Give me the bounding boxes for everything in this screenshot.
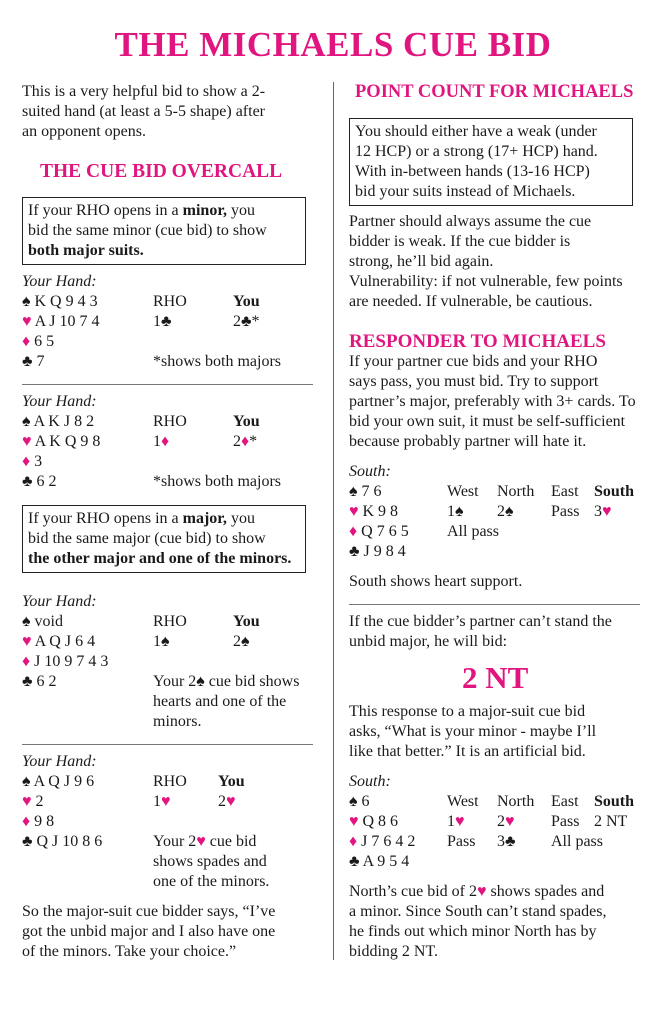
- north-bid: [497, 502, 514, 522]
- spade-icon: ♠: [22, 773, 31, 790]
- north-bid: [497, 832, 516, 852]
- major-rule-box: [22, 505, 306, 573]
- holding-text: 9 8: [34, 813, 55, 830]
- rho-header: RHO: [153, 773, 187, 790]
- east-bid: Pass: [551, 503, 580, 520]
- spade-icon: ♠: [22, 413, 31, 430]
- footnote-star: *: [251, 313, 260, 330]
- para-line: unbid major, he will bid:: [349, 633, 508, 650]
- box-text: 12 HCP) or a strong (17+ HCP) hand.: [355, 143, 598, 160]
- intro-paragraph: [22, 82, 314, 142]
- diamond-icon: ♦: [241, 433, 250, 450]
- diamond-icon: ♦: [349, 833, 358, 850]
- outro-line: So the major-suit cue bidder says, “I’ve: [22, 903, 276, 920]
- hand-label: Your Hand:: [22, 393, 97, 410]
- west-bid: [447, 502, 464, 522]
- holding-text: Q 7 6 5: [361, 523, 409, 540]
- para-line: If the cue bidder’s partner can’t stand the: [349, 613, 612, 630]
- bid-level: 1: [153, 433, 161, 450]
- hand-divider: [22, 744, 313, 745]
- note-text: Your 2: [153, 833, 197, 850]
- bid-level: 1: [153, 313, 161, 330]
- club-icon: ♣: [22, 353, 33, 370]
- box-emphasis: minor,: [182, 202, 227, 219]
- heart-icon: ♥: [22, 433, 32, 450]
- bid-level: 2: [233, 633, 241, 650]
- holding-text: A 9 5 4: [362, 853, 410, 870]
- holding-text: A Q J 9 6: [33, 773, 95, 790]
- box-text: If your RHO opens in a: [28, 510, 183, 527]
- west-bid: [447, 812, 465, 832]
- para-line: asks, “What is your minor - maybe I’ll: [349, 723, 597, 740]
- club-holding: [349, 542, 406, 562]
- hand-label: South:: [349, 463, 391, 480]
- outro-line: of the minors. Take your choice.”: [22, 943, 237, 960]
- box-text: bid your suits instead of Michaels.: [355, 183, 576, 200]
- club-holding: [349, 852, 409, 872]
- minor-rule-box: [22, 197, 306, 265]
- spade-holding: [22, 412, 94, 432]
- box-text: With in-between hands (13-16 HCP): [355, 163, 590, 180]
- heart-holding: [349, 812, 398, 832]
- spade-icon: ♠: [505, 503, 514, 520]
- para-line: strong, he’ll bid again.: [349, 253, 494, 270]
- rho-bid: [153, 632, 170, 652]
- holding-text: Q J 10 8 6: [36, 833, 103, 850]
- unbid-major-paragraph: [349, 612, 641, 652]
- box-text: bid the same major (cue bid) to show: [28, 530, 266, 547]
- bid-level: 1: [447, 813, 455, 830]
- rho-header: RHO: [153, 613, 187, 630]
- club-icon: ♣: [241, 313, 252, 330]
- spade-holding: [349, 482, 382, 502]
- column-divider: [333, 82, 334, 960]
- note-text: cue bid: [205, 833, 257, 850]
- spade-holding: [349, 792, 370, 812]
- heading-responder: RESPONDER TO MICHAELS: [349, 331, 606, 352]
- hand-note: *shows both majors: [153, 353, 281, 370]
- heart-holding: [22, 792, 44, 812]
- club-icon: ♣: [349, 853, 360, 870]
- box-emphasis: the other major and one of the minors.: [28, 550, 292, 567]
- spade-holding: [22, 772, 94, 792]
- two-nt-paragraph: [349, 702, 641, 762]
- heart-holding: [22, 632, 95, 652]
- hand-note: minors.: [153, 713, 202, 730]
- para-line: bidder is weak. If the cue bidder is: [349, 233, 571, 250]
- heart-icon: ♥: [505, 813, 515, 830]
- you-bid: [233, 632, 250, 652]
- rho-header: RHO: [153, 413, 187, 430]
- spade-icon: ♠: [241, 633, 250, 650]
- heading-cue-bid-overcall: THE CUE BID OVERCALL: [40, 161, 283, 182]
- heart-icon: ♥: [602, 503, 612, 520]
- section-divider: [349, 604, 640, 605]
- south-bid: 2 NT: [594, 813, 628, 830]
- left-outro: [22, 902, 314, 962]
- right-outro: [349, 882, 641, 962]
- spade-icon: ♠: [161, 633, 170, 650]
- bid-level: 2: [233, 313, 241, 330]
- holding-text: K 9 8: [362, 503, 399, 520]
- partner-paragraph: [349, 212, 641, 312]
- holding-text: 6 2: [36, 473, 57, 490]
- holding-text: J 7 6 4 2: [361, 833, 416, 850]
- heart-icon: ♥: [455, 813, 465, 830]
- diamond-holding: [22, 452, 42, 472]
- you-header: You: [233, 613, 260, 630]
- heart-holding: [22, 432, 100, 452]
- east-bid: Pass: [551, 813, 580, 830]
- holding-text: K Q 9 4 3: [34, 293, 98, 310]
- north-bid: [497, 812, 515, 832]
- holding-text: 6 5: [34, 333, 55, 350]
- heart-holding: [22, 312, 100, 332]
- spade-icon: ♠: [22, 293, 31, 310]
- footnote-star: *: [249, 433, 258, 450]
- holding-text: A J 10 7 4: [34, 313, 100, 330]
- heart-icon: ♥: [226, 793, 236, 810]
- holding-text: Q 8 6: [362, 813, 399, 830]
- rho-bid: [153, 432, 169, 452]
- box-emphasis: major,: [182, 510, 227, 527]
- para-line: Vulnerability: if not vulnerable, few points: [349, 273, 623, 290]
- diamond-holding: [22, 812, 54, 832]
- note-text: cue bid shows: [204, 673, 300, 690]
- club-icon: ♣: [349, 543, 360, 560]
- south-header: South: [594, 793, 635, 810]
- north-header: North: [497, 793, 535, 810]
- spade-holding: [22, 612, 63, 632]
- hand-note: shows spades and: [153, 853, 267, 870]
- club-holding: [22, 672, 57, 692]
- all-pass: All pass: [447, 523, 499, 540]
- you-header: You: [218, 773, 245, 790]
- holding-text: J 10 9 7 4 3: [34, 653, 109, 670]
- para-line: because probably partner will hate it.: [349, 433, 587, 450]
- holding-text: A K J 8 2: [33, 413, 95, 430]
- south-header: South: [594, 483, 635, 500]
- diamond-icon: ♦: [161, 433, 170, 450]
- box-text: If your RHO opens in a: [28, 202, 183, 219]
- box-text: you: [226, 510, 255, 527]
- outro-line: he finds out which minor North has by: [349, 923, 597, 940]
- hand-note: South shows heart support.: [349, 573, 523, 590]
- you-bid: [233, 312, 260, 332]
- club-icon: ♣: [22, 473, 33, 490]
- spade-icon: ♠: [196, 673, 205, 690]
- holding-text: 2: [35, 793, 44, 810]
- spade-icon: ♠: [349, 483, 358, 500]
- rho-bid: [153, 792, 171, 812]
- para-line: are needed. If vulnerable, be cautious.: [349, 293, 593, 310]
- west-bid: Pass: [447, 833, 476, 850]
- two-nt-heading: 2 NT: [462, 660, 529, 695]
- you-header: You: [233, 413, 260, 430]
- rho-header: RHO: [153, 293, 187, 310]
- para-line: says pass, you must bid. Try to support: [349, 373, 599, 390]
- club-icon: ♣: [22, 833, 33, 850]
- outro-line: got the unbid major and I also have one: [22, 923, 276, 940]
- diamond-holding: [22, 332, 54, 352]
- outro-text: shows spades and: [486, 883, 605, 900]
- spade-icon: ♠: [22, 613, 31, 630]
- rho-bid: [153, 312, 172, 332]
- hand-label: South:: [349, 773, 391, 790]
- spade-holding: [22, 292, 98, 312]
- outro-line: bidding 2 NT.: [349, 943, 439, 960]
- intro-line: This is a very helpful bid to show a 2-: [22, 83, 266, 100]
- diamond-holding: [22, 652, 108, 672]
- holding-text: A K Q 9 8: [34, 433, 101, 450]
- diamond-icon: ♦: [22, 453, 31, 470]
- spade-icon: ♠: [455, 503, 464, 520]
- responder-paragraph: [349, 352, 641, 452]
- para-line: like that better.” It is an artificial bid.: [349, 743, 586, 760]
- bid-level: 3: [594, 503, 602, 520]
- outro-line: a minor. Since South can’t stand spades,: [349, 903, 607, 920]
- west-header: West: [447, 793, 479, 810]
- club-icon: ♣: [161, 313, 172, 330]
- bid-level: 2: [497, 503, 505, 520]
- club-holding: [22, 352, 45, 372]
- hand-label: Your Hand:: [22, 593, 97, 610]
- page-title: THE MICHAELS CUE BID: [114, 25, 552, 64]
- heart-icon: ♥: [196, 833, 206, 850]
- hand-label: Your Hand:: [22, 753, 97, 770]
- diamond-icon: ♦: [22, 813, 31, 830]
- outro-text: North’s cue bid of 2: [349, 883, 477, 900]
- para-line: If your partner cue bids and your RHO: [349, 353, 598, 370]
- bid-level: 1: [447, 503, 455, 520]
- holding-text: J 9 8 4: [363, 543, 406, 560]
- club-icon: ♣: [505, 833, 516, 850]
- bid-level: 2: [233, 433, 241, 450]
- heart-icon: ♥: [22, 633, 32, 650]
- diamond-icon: ♦: [22, 653, 31, 670]
- you-bid: [233, 432, 257, 452]
- para-line: partner’s major, preferably with 3+ cards. To: [349, 393, 636, 410]
- para-line: bid your own suit, it must be self-sufficient: [349, 413, 626, 430]
- box-emphasis: both major suits.: [28, 242, 144, 259]
- box-text: you: [226, 202, 255, 219]
- north-header: North: [497, 483, 535, 500]
- heading-point-count: POINT COUNT FOR MICHAELS: [355, 82, 634, 102]
- heart-icon: ♥: [22, 793, 32, 810]
- club-holding: [22, 472, 57, 492]
- west-header: West: [447, 483, 479, 500]
- hand-note: [153, 832, 256, 852]
- south-bid: [594, 502, 612, 522]
- para-line: Partner should always assume the cue: [349, 213, 592, 230]
- bid-level: 3: [497, 833, 505, 850]
- heart-icon: ♥: [161, 793, 171, 810]
- bid-level: 1: [153, 793, 161, 810]
- hand-note: [153, 672, 299, 692]
- box-text: bid the same minor (cue bid) to show: [28, 222, 267, 239]
- intro-line: an opponent opens.: [22, 123, 146, 140]
- east-header: East: [551, 793, 579, 810]
- heart-icon: ♥: [349, 813, 359, 830]
- holding-text: void: [34, 613, 63, 630]
- heart-icon: ♥: [476, 883, 487, 900]
- holding-text: 6: [361, 793, 370, 810]
- you-header: You: [233, 293, 260, 310]
- east-header: East: [551, 483, 579, 500]
- all-pass: All pass: [551, 833, 603, 850]
- box-text: You should either have a weak (under: [355, 123, 597, 140]
- diamond-holding: [349, 522, 409, 542]
- point-count-box: [349, 118, 633, 206]
- intro-line: suited hand (at least a 5-5 shape) after: [22, 103, 266, 120]
- heart-icon: ♥: [349, 503, 359, 520]
- hand-note: *shows both majors: [153, 473, 281, 490]
- holding-text: 7: [36, 353, 45, 370]
- club-icon: ♣: [22, 673, 33, 690]
- heart-holding: [349, 502, 398, 522]
- bid-level: 1: [153, 633, 161, 650]
- heart-icon: ♥: [22, 313, 32, 330]
- bid-level: 2: [218, 793, 226, 810]
- diamond-holding: [349, 832, 415, 852]
- diamond-icon: ♦: [22, 333, 31, 350]
- spade-icon: ♠: [349, 793, 358, 810]
- note-text: Your 2: [153, 673, 197, 690]
- hand-divider: [22, 384, 313, 385]
- holding-text: 7 6: [361, 483, 382, 500]
- holding-text: 6 2: [36, 673, 57, 690]
- para-line: This response to a major-suit cue bid: [349, 703, 586, 720]
- diamond-icon: ♦: [349, 523, 358, 540]
- club-holding: [22, 832, 102, 852]
- you-bid: [218, 792, 236, 812]
- hand-label: Your Hand:: [22, 273, 97, 290]
- hand-note: hearts and one of the: [153, 693, 287, 710]
- hand-note: one of the minors.: [153, 873, 270, 890]
- bid-level: 2: [497, 813, 505, 830]
- holding-text: A Q J 6 4: [34, 633, 96, 650]
- holding-text: 3: [34, 453, 43, 470]
